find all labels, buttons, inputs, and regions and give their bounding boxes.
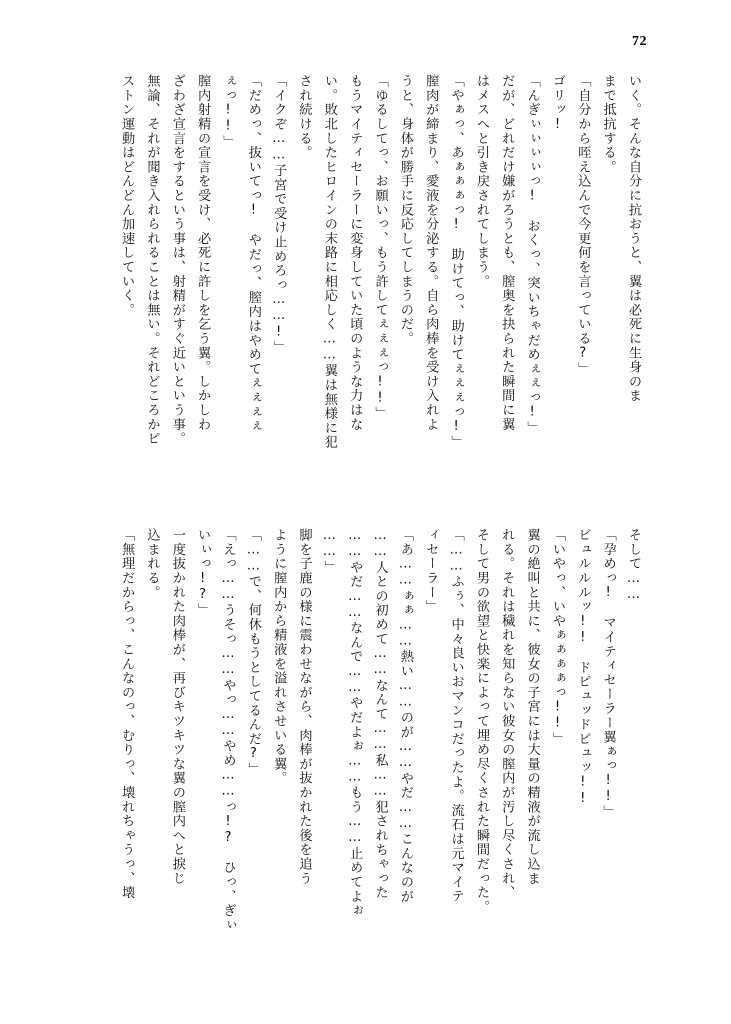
body-upper-line: い。敗北したヒロインの末路に相応しく……翼は無様に犯 [321, 74, 337, 450]
body-lower-line: 「いやっ、いやぁぁぁぁっ!!」 [549, 528, 565, 747]
body-lower-line: 脚を子鹿の様に震わせながら、肉棒が抜かれた後を追う [296, 528, 312, 886]
body-text-lower [119, 528, 646, 948]
body-lower-line: いぃっ!?」 [195, 528, 211, 618]
body-upper-line: もうマイティセーラーに変身していた頃のような力はな [347, 74, 363, 432]
body-lower-line: 込まれる。 [144, 528, 160, 600]
body-upper-line: ざわざ宣言をするという事は、射精がすぐ近いという事。 [169, 74, 185, 446]
body-lower-line: 一度抜かれた肉棒が、再びキツキツな翼の膣内へと捩じ [169, 528, 185, 886]
body-upper-line: され続ける。 [296, 74, 312, 160]
body-upper-line: いく。そんな自分に抗おうと、翼は必死に生身のま [626, 74, 641, 403]
body-upper-line: 無論、それが聞き入れられることは無い。それどころかピ [144, 74, 160, 446]
body-lower-line: 「あ……ぁぁ……熱い……のが……やだ……こんなのが [397, 528, 413, 904]
body-lower-line: ィセーラー」 [423, 528, 439, 614]
body-upper-line: うと、身体が勝手に反応してしまうのだ。 [397, 74, 413, 346]
body-upper-line: ストン運動はどんどん加速していく。 [119, 74, 135, 318]
body-upper-line: 「イクぞ……子宮で受け止めろっ……!」 [271, 74, 287, 355]
body-lower-line: ……人との初めて……なんて……私……犯されちゃった [372, 528, 388, 900]
body-upper-line: 「自分から咥え込んで今更何を言っている?」 [575, 74, 591, 377]
body-lower-line: れる。それは穢れを知らない彼女の膣内が汚し尽くされ、 [499, 528, 515, 900]
body-upper-line: 「だめっ、抜いてっ! やだっ、膣内はやめてぇぇぇぇ [245, 74, 261, 434]
page-number: 72 [632, 34, 647, 49]
body-upper-line: 「んぎぃぃぃぃっ! おくっ、突いちゃだめぇぇっ!」 [524, 74, 540, 436]
body-upper-line: 膣内射精の宣言を受け、必死に許しを乞う翼。しかしわ [195, 74, 211, 432]
body-upper-line: 「やぁっ、あぁぁぁっ! 助けてっ、助けてぇぇぇっ!」 [448, 74, 464, 450]
body-lower-line: そして男の欲望と快楽によって埋め尽くされた瞬間だった。 [473, 528, 489, 915]
body-upper-line: だが、どれだけ嫌がろうとも、膣奥を抉られた瞬間に翼 [499, 74, 515, 432]
body-upper-line: はメスへと引き戻されてしまう。 [473, 74, 489, 289]
body-lower-line: 「……で、何休もうとしてるんだ?」 [245, 528, 261, 777]
body-upper-line: 「ゆるしてっ、お願いっ、もう許してぇぇぇっ!!」 [372, 74, 388, 421]
body-upper-line: まで抵抗する。 [600, 74, 616, 175]
body-lower-line: 「無理だからっ、こんなのっ、むりっ、壊れちゃうっ、壊 [119, 528, 135, 900]
body-upper-line: ぇっ!!」 [220, 74, 236, 150]
body-lower-line: そして…… [626, 528, 641, 604]
body-lower-line: ビュルルルッ!! ドピュッドピュッ!! [575, 528, 591, 807]
body-upper-line: 膣肉が締まり、愛液を分泌する。自ら肉棒を受け入れよ [423, 74, 439, 432]
body-upper-line: ゴリッ! [549, 74, 565, 133]
body-lower-line: 「えっ……うそっ……やっ……やめ……っ!? ひっ、ぎぃ [220, 528, 236, 933]
body-lower-line: 翼の絶叫と共に、彼女の子宮には大量の精液が流し込ま [524, 528, 540, 886]
body-text-upper [119, 74, 646, 494]
body-lower-line: 「……ふぅ、中々良いおマンコだったよ。流石は元マイテ [448, 528, 464, 904]
body-lower-line: ように膣内から精液を溢れさせいる翼。 [271, 528, 287, 786]
body-lower-line: ……やだ……なんで……やだよぉ……もう……止めてよぉ [347, 528, 363, 918]
body-lower-line: ……」 [321, 528, 337, 575]
body-lower-line: 「孕めっ! マイティセーラー翼ぁっ!!」 [600, 528, 616, 820]
